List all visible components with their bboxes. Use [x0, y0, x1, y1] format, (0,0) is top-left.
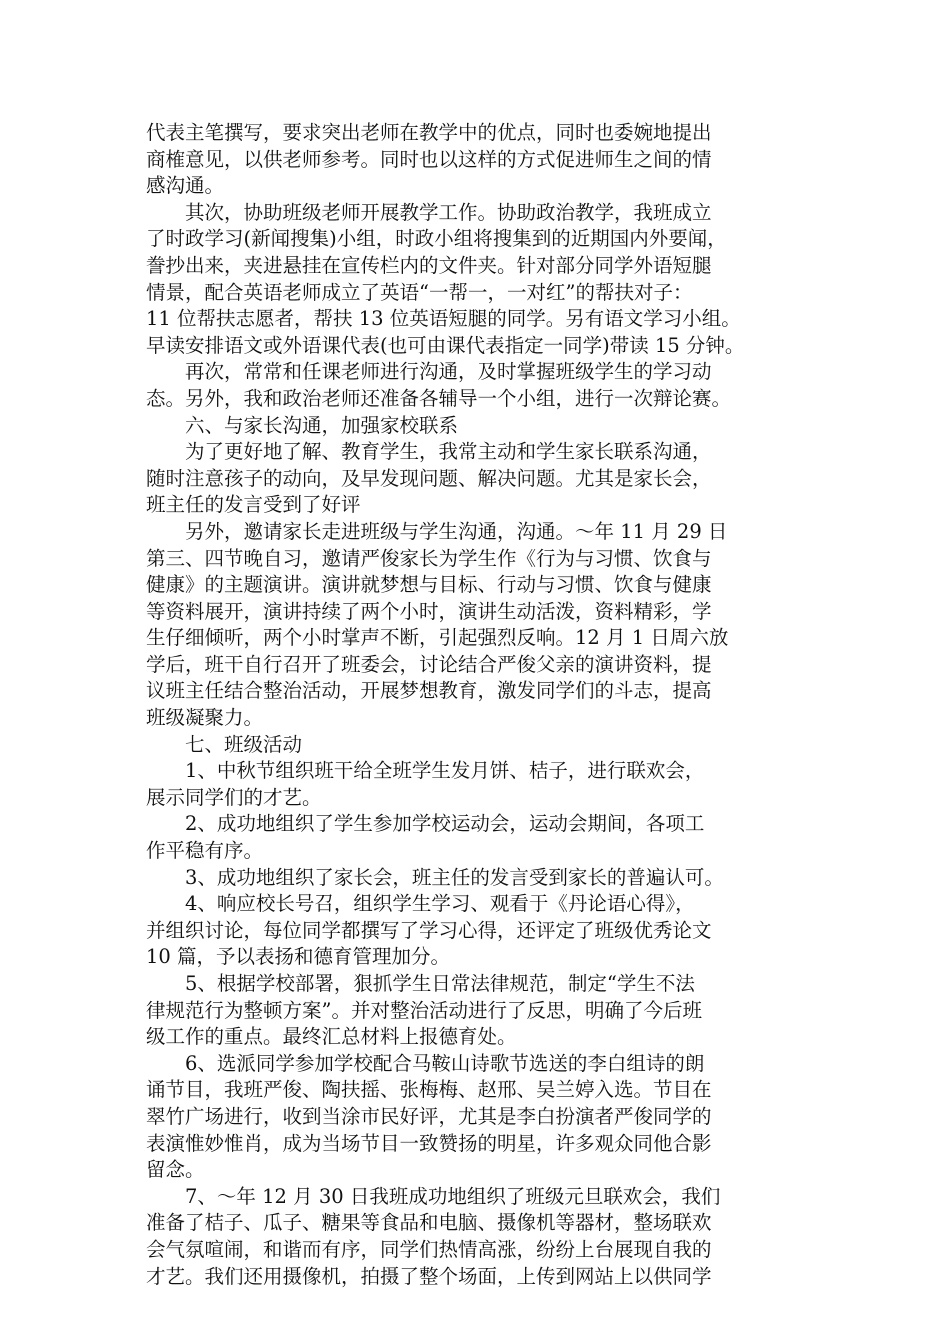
- text-line: 6、选派同学参加学校配合马鞍山诗歌节选送的李白组诗的朗: [185, 1051, 705, 1075]
- text-line: 作平稳有序。: [146, 839, 264, 863]
- text-line: 律规范行为整顿方案”。并对整治活动进行了反思，明确了今后班: [146, 998, 702, 1022]
- text-line: 早读安排语文或外语课代表(也可由课代表指定一同学)带读 15 分钟。: [146, 333, 745, 357]
- text-line: 七、班级活动: [185, 732, 303, 756]
- text-line: 学后，班干自行召开了班委会，讨论结合严俊父亲的演讲资料，提: [146, 652, 712, 676]
- paragraph: [146, 732, 814, 759]
- document-page: [146, 120, 814, 1290]
- text-line: 了时政学习(新闻搜集)小组，时政小组将搜集到的近期国内外要闻，: [146, 227, 727, 251]
- text-line: 情景，配合英语老师成立了英语“一帮一，一对红”的帮扶对子：: [146, 280, 693, 304]
- text-line: 六、与家长沟通，加强家校联系: [185, 413, 459, 437]
- text-line: 3、成功地组织了家长会，班主任的发言受到家长的普遍认可。: [185, 865, 724, 889]
- text-line: 班级凝聚力。: [146, 706, 264, 730]
- paragraph: [146, 1051, 814, 1184]
- paragraph: [146, 200, 814, 360]
- text-line: 班主任的发言受到了好评: [146, 493, 361, 517]
- paragraph: [146, 359, 814, 412]
- text-line: 商榷意见，以供老师参考。同时也以这样的方式促进师生之间的情: [146, 147, 712, 171]
- paragraph: [146, 865, 814, 892]
- text-line: 7、～年 12 月 30 日我班成功地组织了班级元旦联欢会，我们: [185, 1184, 721, 1208]
- paragraph: [146, 1184, 814, 1290]
- text-line: 级工作的重点。最终汇总材料上报德育处。: [146, 1025, 517, 1049]
- paragraph: [146, 971, 814, 1051]
- text-line: 展示同学们的才艺。: [146, 785, 322, 809]
- text-line: 5、根据学校部署，狠抓学生日常法律规范，制定“学生不法: [185, 972, 695, 995]
- text-line: 准备了桔子、瓜子、糖果等食品和电脑、摄像机等器材，整场联欢: [146, 1211, 712, 1235]
- text-line: 10 篇，予以表扬和德育管理加分。: [146, 945, 451, 969]
- text-line: 第三、四节晚自习，邀请严俊家长为学生作《行为与习惯、饮食与: [146, 546, 712, 570]
- text-line: 再次，常常和任课老师进行沟通，及时掌握班级学生的学习动: [185, 360, 712, 384]
- text-line: 翠竹广场进行，收到当涂市民好评，尤其是李白扮演者严俊同学的: [146, 1104, 712, 1128]
- text-line: 表演惟妙惟肖，成为当场节目一致赞扬的明星，许多观众同他合影: [146, 1131, 712, 1155]
- text-line: 生仔细倾听，两个小时掌声不断，引起强烈反响。12 月 1 日周六放: [146, 626, 729, 650]
- text-line: 等资料展开，演讲持续了两个小时，演讲生动活泼，资料精彩，学: [146, 599, 712, 623]
- text-line: 议班主任结合整治活动，开展梦想教育，激发同学们的斗志，提高: [146, 679, 712, 703]
- text-line: 才艺。我们还用摄像机，拍摄了整个场面，上传到网站上以供同学: [146, 1264, 712, 1288]
- text-line: 其次，协助班级老师开展教学工作。协助政治教学，我班成立: [185, 200, 712, 224]
- paragraph: [146, 120, 814, 200]
- text-line: 诵节目，我班严俊、陶扶摇、张梅梅、赵邢、吴兰婷入选。节目在: [146, 1078, 712, 1102]
- text-line: 为了更好地了解、教育学生，我常主动和学生家长联系沟通，: [185, 440, 712, 464]
- paragraph: [146, 413, 814, 440]
- text-line: 感沟通。: [146, 174, 225, 198]
- text-line: 留念。: [146, 1158, 205, 1182]
- text-line: 2、成功地组织了学生参加学校运动会，运动会期间，各项工: [185, 812, 705, 836]
- text-line: 并组织讨论，每位同学都撰写了学习心得，还评定了班级优秀论文: [146, 918, 712, 942]
- text-line: 另外，邀请家长走进班级与学生沟通，沟通。～年 11 月 29 日: [185, 519, 728, 543]
- text-line: 健康》的主题演讲。演讲就梦想与目标、行动与习惯、饮食与健康: [146, 573, 712, 597]
- text-line: 11 位帮扶志愿者，帮扶 13 位英语短腿的同学。另有语文学习小组。: [146, 307, 741, 331]
- paragraph: [146, 519, 814, 732]
- text-line: 4、响应校长号召，组织学生学习、观看于《丹论语心得》，: [185, 892, 695, 916]
- paragraph: [146, 439, 814, 519]
- paragraph: [146, 811, 814, 864]
- text-line: 代表主笔撰写，要求突出老师在教学中的优点，同时也委婉地提出: [146, 121, 712, 144]
- text-line: 1、中秋节组织班干给全班学生发月饼、桔子，进行联欢会，: [185, 759, 705, 783]
- text-line: 会气氛喧闹，和谐而有序，同学们热情高涨，纷纷上台展现自我的: [146, 1237, 712, 1261]
- paragraph: [146, 758, 814, 811]
- text-line: 态。另外，我和政治老师还准备各辅导一个小组，进行一次辩论赛。: [146, 386, 732, 410]
- text-line: 随时注意孩子的动向，及早发现问题、解决问题。尤其是家长会，: [146, 466, 712, 490]
- paragraph: [146, 891, 814, 971]
- text-line: 誊抄出来，夹进悬挂在宣传栏内的文件夹。针对部分同学外语短腿: [146, 253, 712, 277]
